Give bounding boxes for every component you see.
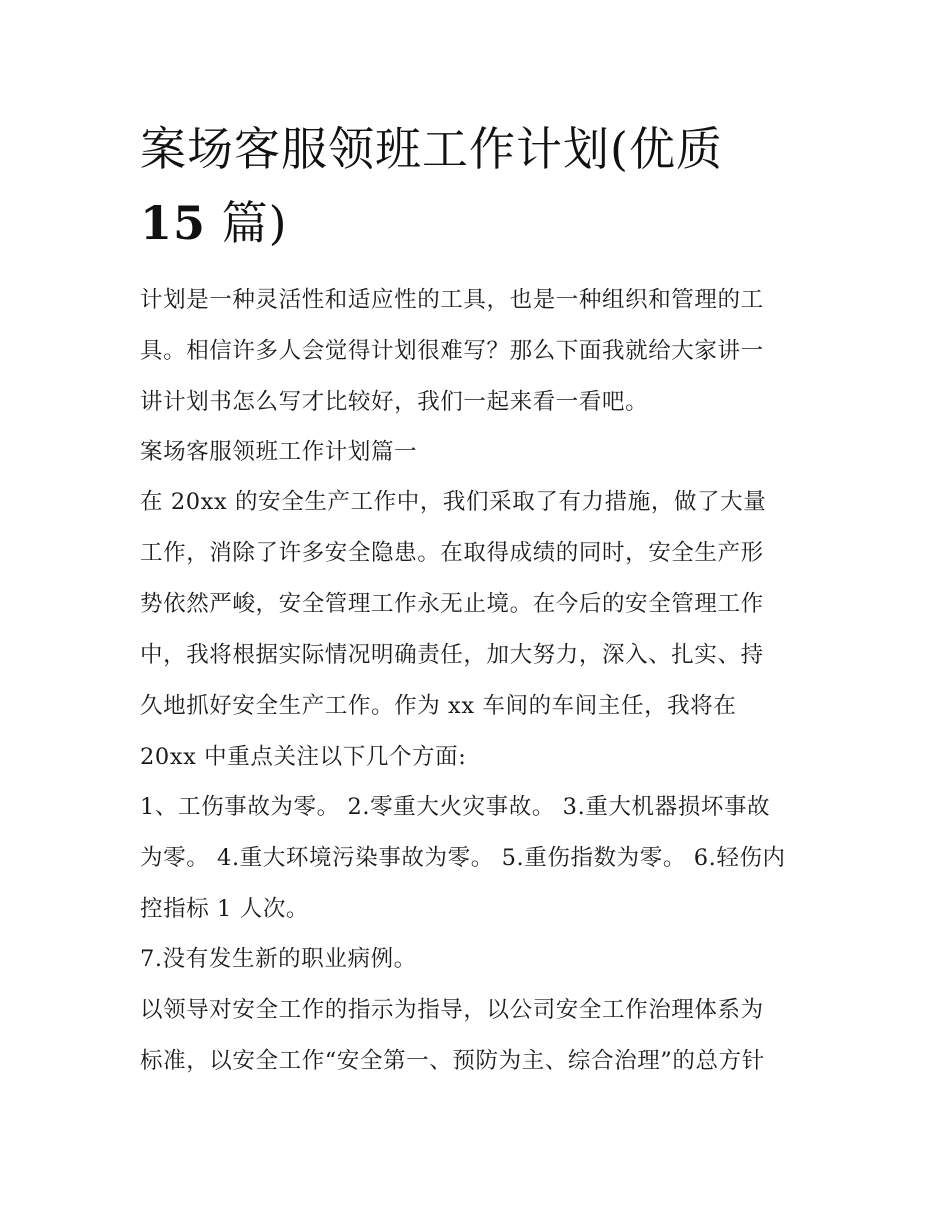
body-line: 中，我将根据实际情况明确责任，加大努力，深入、扎实、持 — [140, 642, 764, 668]
list-line: 7.没有发生新的职业病例。 — [140, 946, 417, 972]
body-line: 久地抓好安全生产工作。作为 xx 车间的车间主任，我将在 — [140, 693, 737, 719]
body-line: 势依然严峻，安全管理工作永无止境。在今后的安全管理工作 — [140, 591, 764, 617]
list-line: 为零。 4.重大环境污染事故为零。 5.重伤指数为零。 6.轻伤内 — [140, 845, 786, 871]
body-line: 具。相信许多人会觉得计划很难写？那么下面我就给大家讲一 — [140, 338, 764, 364]
body-line: 20xx 中重点关注以下几个方面: — [140, 744, 467, 770]
title-line-1: 案场客服领班工作计划(优质 — [140, 122, 723, 176]
body-line: 讲计划书怎么写才比较好，我们一起来看一看吧。 — [140, 389, 649, 415]
body-line: 标准，以安全工作“安全第一、预防为主、综合治理”的总方针 — [140, 1048, 765, 1074]
list-line: 1、工伤事故为零。 2.零重大火灾事故。 3.重大机器损坏事故 — [140, 794, 771, 820]
body-line: 在 20xx 的安全生产工作中，我们采取了有力措施，做了大量 — [140, 489, 767, 515]
title-number: 15 — [140, 196, 207, 250]
section-heading: 案场客服领班工作计划篇一 — [140, 439, 418, 465]
list-line: 控指标 1 人次。 — [140, 896, 310, 922]
body-line: 计划是一种灵活性和适应性的工具，也是一种组织和管理的工 — [140, 287, 764, 313]
document-title — [140, 112, 820, 260]
title-line-2: 篇) — [206, 196, 288, 250]
body-line: 工作，消除了许多安全隐患。在取得成绩的同时，安全生产形 — [140, 540, 764, 566]
body-line: 以领导对安全工作的指示为指导，以公司安全工作治理体系为 — [140, 997, 764, 1023]
